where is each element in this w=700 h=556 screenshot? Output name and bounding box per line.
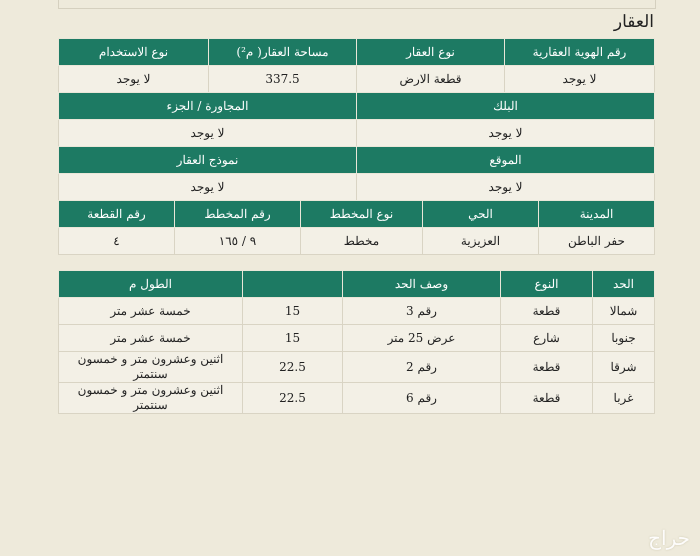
table-header-row (59, 271, 655, 298)
location-table (58, 146, 655, 201)
table-row (59, 325, 655, 352)
table-header-row (59, 39, 655, 66)
boundary-length-words: خمسة عشر متر (59, 298, 243, 325)
header-length: الطول م (59, 271, 243, 298)
boundary-description: رقم 2 (343, 352, 501, 383)
header-city: المدينة (539, 201, 655, 228)
table-row (59, 383, 655, 414)
header-property-model: نموذج العقار (59, 147, 357, 174)
header-boundary: الحد (593, 271, 655, 298)
header-plot-number: رقم القطعة (59, 201, 175, 228)
table-row (59, 120, 655, 147)
plan-info-table (58, 200, 655, 255)
previous-section-border (58, 0, 656, 9)
value-property-area: 337.5 (209, 66, 357, 93)
value-block: لا يوجد (357, 120, 655, 147)
header-district: الحي (423, 201, 539, 228)
header-block: البلك (357, 93, 655, 120)
value-plan-type: مخطط (301, 228, 423, 255)
header-plan-type: نوع المخطط (301, 201, 423, 228)
header-plan-number: رقم المخطط (175, 201, 301, 228)
value-plan-number: ٩ / ١٦٥ (175, 228, 301, 255)
boundary-type: قطعة (501, 352, 593, 383)
value-property-model: لا يوجد (59, 174, 357, 201)
table-row (59, 352, 655, 383)
value-district: العزيزية (423, 228, 539, 255)
boundary-description: رقم 3 (343, 298, 501, 325)
table-header-row (59, 147, 655, 174)
boundary-length-words: خمسة عشر متر (59, 325, 243, 352)
boundary-type: شارع (501, 325, 593, 352)
header-usage-type: نوع الاستخدام (59, 39, 209, 66)
header-property-type: نوع العقار (357, 39, 505, 66)
boundaries-table (58, 270, 655, 414)
boundary-direction: جنوبا (593, 325, 655, 352)
boundary-length-words: اثنين وعشرون متر و خمسون سنتمتر (59, 352, 243, 383)
header-boundary-description: وصف الحد (343, 271, 501, 298)
table-header-row (59, 201, 655, 228)
boundary-length-words: اثنين وعشرون متر و خمسون سنتمتر (59, 383, 243, 414)
table-row (59, 228, 655, 255)
value-city: حفر الباطن (539, 228, 655, 255)
block-table (58, 92, 655, 147)
table-header-row (59, 93, 655, 120)
value-location: لا يوجد (357, 174, 655, 201)
boundary-length-number: 15 (243, 298, 343, 325)
header-property-area: مساحة العقار( م²) (209, 39, 357, 66)
table-row (59, 174, 655, 201)
boundary-length-number: 22.5 (243, 352, 343, 383)
value-property-type: قطعة الارض (357, 66, 505, 93)
property-info-table (58, 38, 655, 93)
header-location: الموقع (357, 147, 655, 174)
header-type: النوع (501, 271, 593, 298)
header-neighborhood-part: المجاورة / الجزء (59, 93, 357, 120)
value-neighborhood-part: لا يوجد (59, 120, 357, 147)
boundary-type: قطعة (501, 298, 593, 325)
table-row (59, 66, 655, 93)
boundary-direction: غربا (593, 383, 655, 414)
boundary-type: قطعة (501, 383, 593, 414)
header-length-number (243, 271, 343, 298)
table-row (59, 298, 655, 325)
value-usage-type: لا يوجد (59, 66, 209, 93)
boundary-description: عرض 25 متر (343, 325, 501, 352)
boundary-length-number: 22.5 (243, 383, 343, 414)
boundary-description: رقم 6 (343, 383, 501, 414)
value-property-id: لا يوجد (505, 66, 655, 93)
boundary-direction: شمالا (593, 298, 655, 325)
watermark-logo: حراج (648, 526, 690, 550)
value-plot-number: ٤ (59, 228, 175, 255)
boundary-length-number: 15 (243, 325, 343, 352)
boundary-direction: شرقا (593, 352, 655, 383)
section-title: العقار (613, 12, 654, 32)
header-property-id: رقم الهوية العقارية (505, 39, 655, 66)
